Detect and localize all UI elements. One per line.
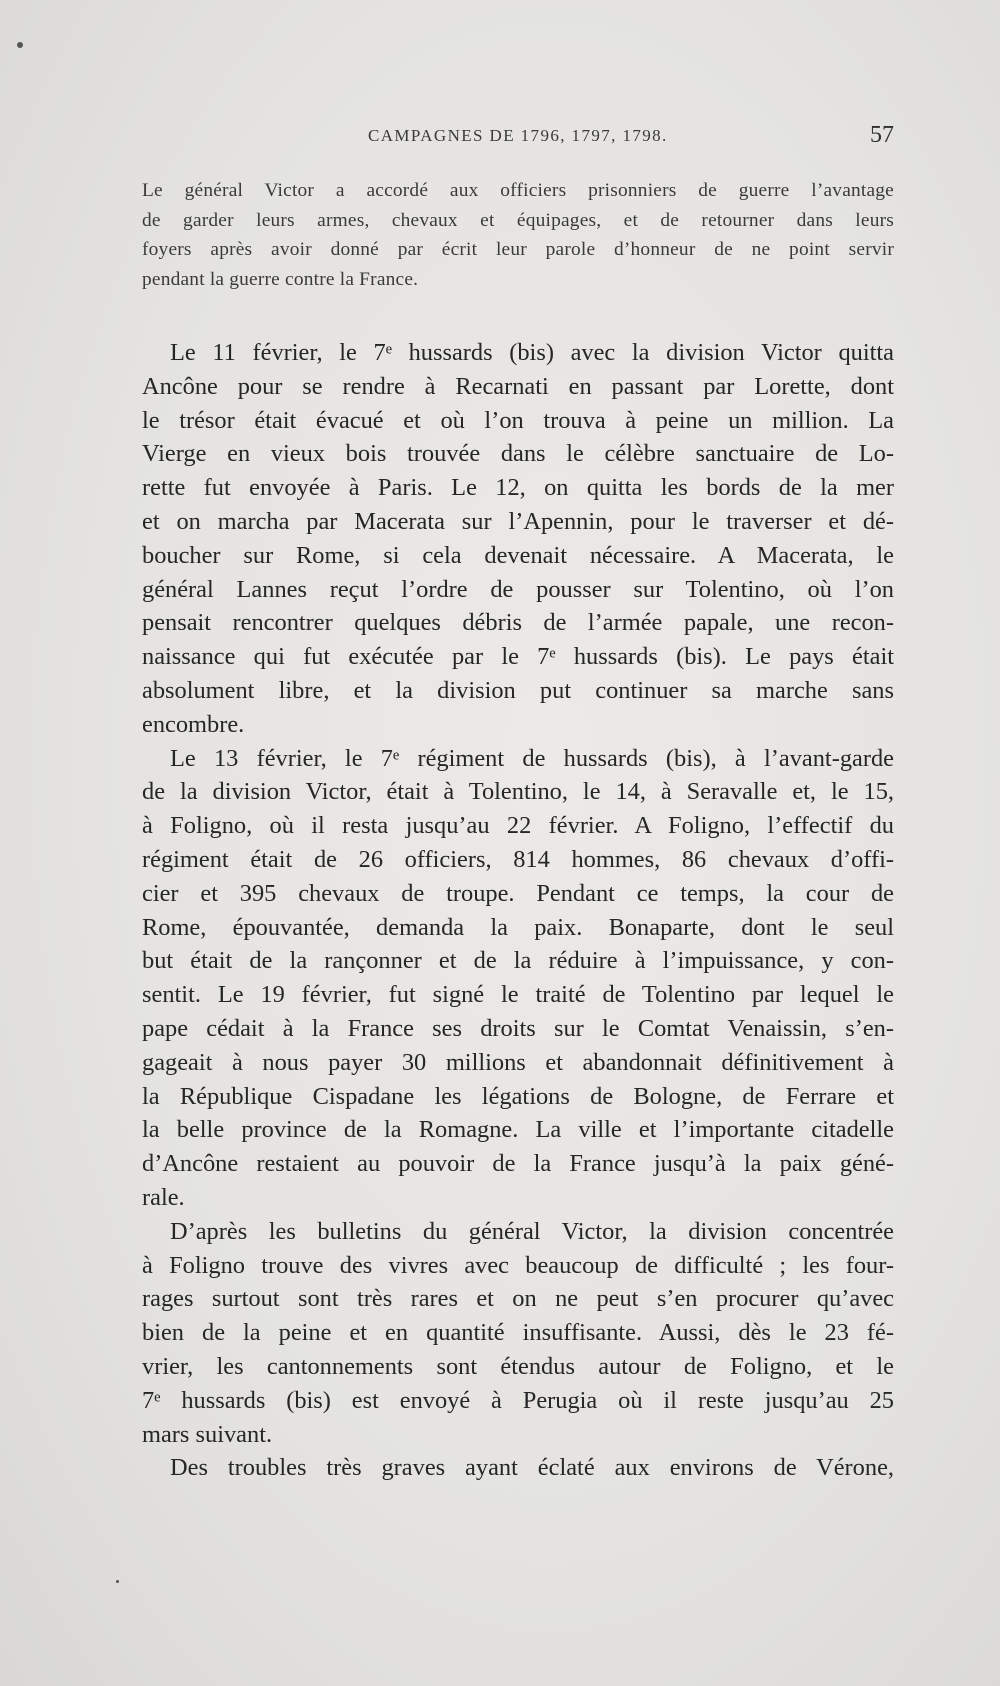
- page-header: [142, 124, 894, 152]
- text-line: D’après les bulletins du général Victor, la division concentrée: [170, 1217, 894, 1245]
- paragraph-2: [142, 742, 894, 1215]
- text-line: naissance qui fut exécutée par le 7ᵉ hussards (bis). Le pays était: [142, 643, 894, 671]
- text-line: vrier, les cantonnements sont étendus autour de Foligno, et le: [142, 1352, 894, 1380]
- text-line: général Lannes reçut l’ordre de pousser sur Tolentino, où l’on: [142, 575, 894, 603]
- text-line: Le 13 février, le 7ᵉ régiment de hussards (bis), à l’avant-garde: [170, 744, 894, 772]
- running-head: CAMPAGNES DE 1796, 1797, 1798.: [368, 126, 668, 145]
- text-line: la belle province de la Romagne. La ville et l’importante citadelle: [142, 1116, 894, 1144]
- text-line: de garder leurs armes, chevaux et équipages, et de retourner dans leurs: [142, 209, 894, 231]
- text-line: de la division Victor, était à Tolentino, le 14, à Seravalle et, le 15,: [142, 778, 894, 806]
- paragraph-4: [142, 1451, 894, 1485]
- text-line: foyers après avoir donné par écrit leur parole d’honneur de ne point servir: [142, 239, 894, 260]
- text-line: encombre.: [142, 710, 245, 738]
- text-line: rette fut envoyée à Paris. Le 12, on quitta les bords de la mer: [142, 474, 894, 502]
- text-line: rale.: [142, 1183, 185, 1211]
- text-line: Le 11 février, le 7ᵉ hussards (bis) avec la division Victor quitta: [170, 339, 894, 366]
- text-line: rages surtout sont très rares et on ne peut s’en procurer qu’avec: [142, 1285, 894, 1313]
- text-line: Vierge en vieux bois trouvée dans le célèbre sanctuaire de Lo-: [142, 440, 894, 468]
- note-paragraph: [142, 176, 894, 294]
- text-line: régiment était de 26 officiers, 814 hommes, 86 chevaux d’offi-: [142, 845, 894, 873]
- text-line: la République Cispadane les légations de Bologne, de Ferrare et: [142, 1082, 894, 1110]
- paragraph-3: [142, 1215, 894, 1452]
- text-line: bien de la peine et en quantité insuffisante. Aussi, dès le 23 fé-: [142, 1319, 894, 1347]
- text-line: gageait à nous payer 30 millions et abandonnait définitivement à: [142, 1048, 894, 1076]
- paragraph-1: [142, 336, 894, 742]
- text-line: cier et 395 chevaux de troupe. Pendant ce temps, la cour de: [142, 879, 894, 907]
- text-line: Rome, épouvantée, demanda la paix. Bonaparte, dont le seul: [142, 913, 894, 941]
- text-line: et on marcha par Macerata sur l’Apennin, pour le traverser et dé-: [142, 507, 894, 535]
- text-line: mars suivant.: [142, 1420, 273, 1448]
- main-text: [142, 336, 894, 1485]
- text-line: but était de la rançonner et de la réduire à l’impuissance, y con-: [142, 947, 894, 975]
- text-line: à Foligno trouve des vivres avec beaucoup de difficulté ; les four-: [142, 1251, 894, 1279]
- text-line: Ancône pour se rendre à Recarnati en passant par Lorette, dont: [142, 372, 894, 400]
- text-line: 7ᵉ hussards (bis) est envoyé à Perugia où il reste jusqu’au 25: [142, 1386, 894, 1414]
- paper-speck: [116, 1580, 119, 1583]
- text-line: d’Ancône restaient au pouvoir de la France jusqu’à la paix géné-: [142, 1150, 894, 1178]
- text-line: à Foligno, où il resta jusqu’au 22 février. A Foligno, l’effectif du: [142, 812, 894, 840]
- text-line: sentit. Le 19 février, fut signé le traité de Tolentino par lequel le: [142, 981, 894, 1009]
- text-line: absolument libre, et la division put continuer sa marche sans: [142, 676, 894, 704]
- text-line: pensait rencontrer quelques débris de l’armée papale, une recon-: [142, 609, 894, 637]
- text-line: Le général Victor a accordé aux officiers prisonniers de guerre l’avantage: [142, 180, 894, 201]
- text-line: pendant la guerre contre la France.: [142, 268, 419, 290]
- text-line: pape cédait à la France ses droits sur le Comtat Venaissin, s’en-: [142, 1014, 894, 1042]
- text-line: Des troubles très graves ayant éclaté aux environs de Vérone,: [170, 1454, 894, 1482]
- prisoner-terms-note: [142, 176, 894, 294]
- page-number: 57: [870, 122, 894, 148]
- paper-speck: [17, 42, 23, 48]
- text-line: le trésor était évacué et où l’on trouva à peine un million. La: [142, 406, 894, 434]
- text-line: boucher sur Rome, si cela devenait nécessaire. A Macerata, le: [142, 541, 894, 569]
